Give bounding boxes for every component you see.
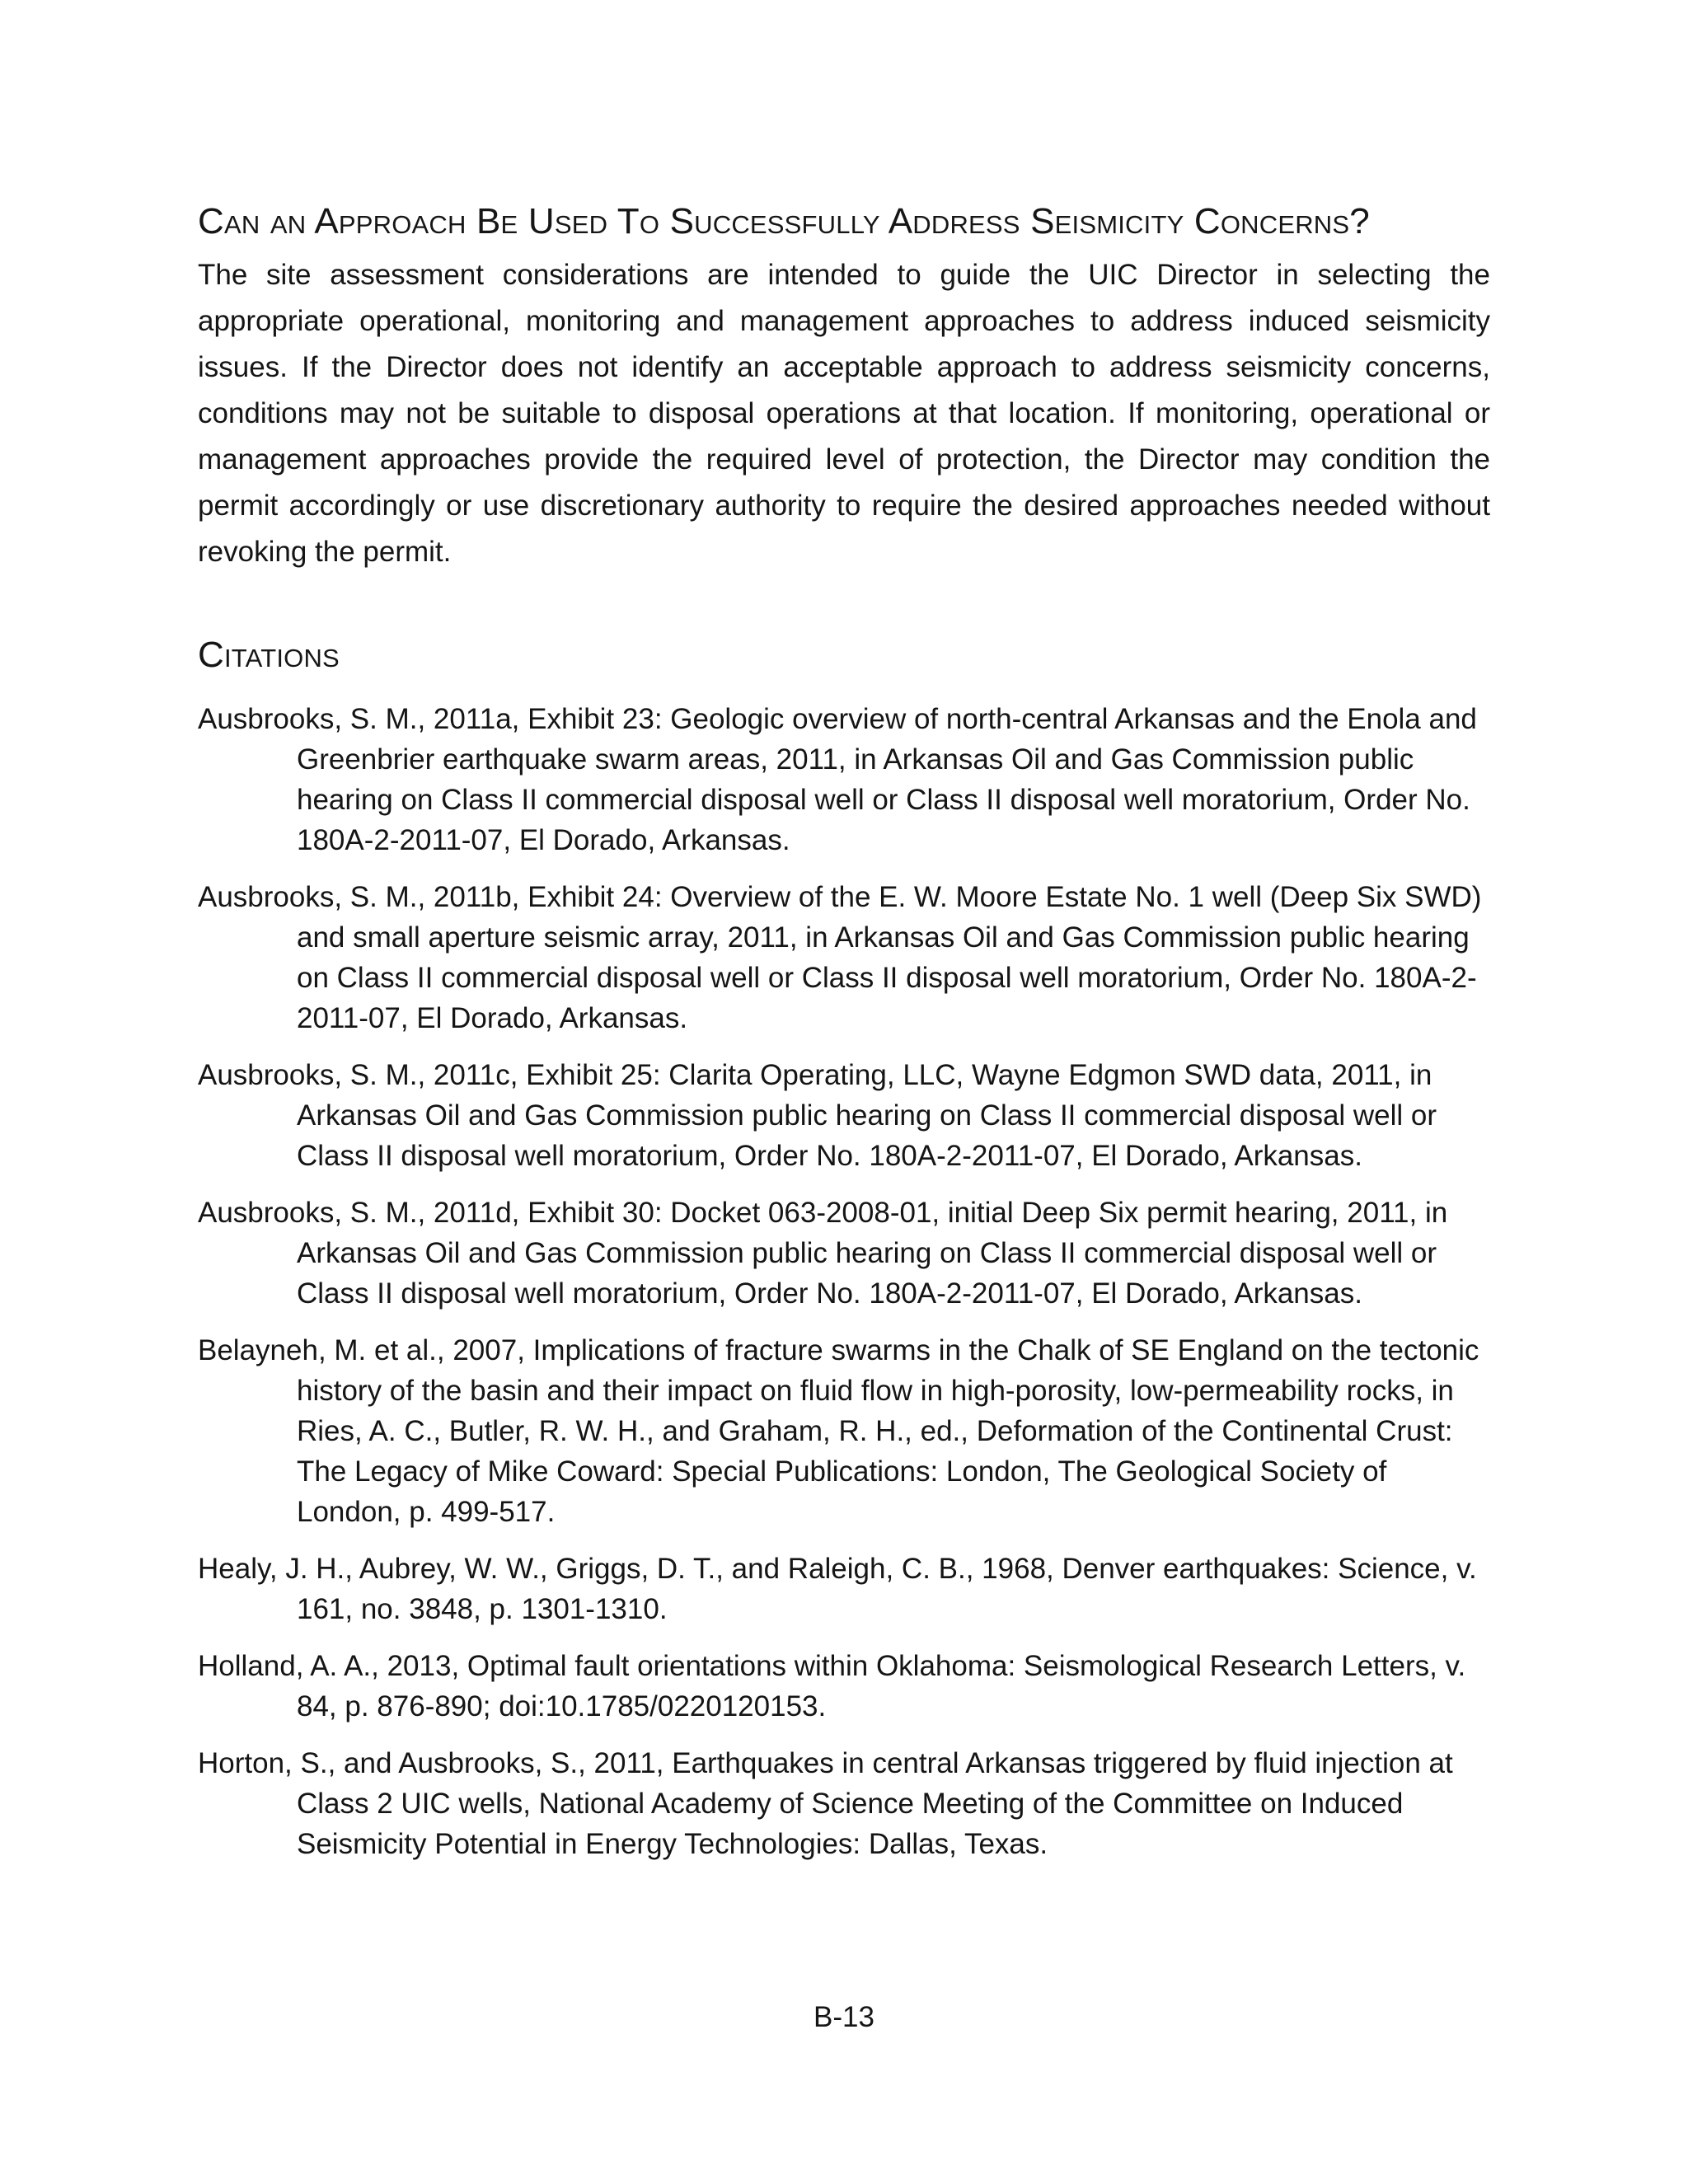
citation-item: Belayneh, M. et al., 2007, Implications of fracture swarms in the Chalk of SE England on the tectonic history of the basin and their impact on fluid flow in high-porosity, low-permeability rocks, in Ries, A. C., Butler, R. W. H., and Graham, R. H., ed., Deformation of the Continental Crust: The Legacy of Mike Coward: Special Publications: London, The Geological Society of London, p. 499-517. — [198, 1334, 1479, 1528]
citation-item: Ausbrooks, S. M., 2011c, Exhibit 25: Clarita Operating, LLC, Wayne Edgmon SWD data, 2011, in Arkansas Oil and Gas Commission public hearing on Class II commercial disposal well or Class II disposal well moratorium, Order No. 180A-2-2011-07, El Dorado, Arkansas. — [198, 1059, 1437, 1172]
citation-item: Horton, S., and Ausbrooks, S., 2011, Earthquakes in central Arkansas triggered by fluid injection at Class 2 UIC wells, National Academy of Science Meeting of the Committee on Induced Seismicity Potential in Energy Technologies: Dallas, Texas. — [198, 1747, 1453, 1860]
page-number: B-13 — [814, 2001, 874, 2033]
approach-paragraph: The site assessment considerations are intended to guide the UIC Director in selecting the appropriate operational, monitoring and management approaches to address induced seismicity issues. If the Director does not identify an acceptable approach to address seismicity concerns, conditions may not be suitable to disposal operations at that location. If monitoring, operational or management approaches provide the required level of protection, the Director may condition the permit accordingly or use discretionary authority to require the desired approaches needed without revoking the permit. — [198, 259, 1490, 568]
page-content — [198, 196, 1490, 1881]
citation-item: Ausbrooks, S. M., 2011d, Exhibit 30: Docket 063-2008-01, initial Deep Six permit hearing, 2011, in Arkansas Oil and Gas Commission public hearing on Class II commercial disposal well or Class II disposal well moratorium, Order No. 180A-2-2011-07, El Dorado, Arkansas. — [198, 1197, 1448, 1310]
citation-item: Holland, A. A., 2013, Optimal fault orientations within Oklahoma: Seismological Research Letters, v. 84, p. 876-890; doi:10.1785/0220120153. — [198, 1650, 1466, 1722]
section-heading-approach: Can an Approach Be Used To Successfully Address Seismicity Concerns? — [198, 201, 1370, 241]
section-heading-citations: Citations — [198, 635, 340, 675]
citation-item: Ausbrooks, S. M., 2011b, Exhibit 24: Overview of the E. W. Moore Estate No. 1 well (Deep Six SWD) and small aperture seismic array, 2011, in Arkansas Oil and Gas Commission public hearing on Class II commercial disposal well or Class II disposal well moratorium, Order No. 180A-2-2011-07, El Dorado, Arkansas. — [198, 881, 1482, 1034]
citation-item: Healy, J. H., Aubrey, W. W., Griggs, D. T., and Raleigh, C. B., 1968, Denver earthquakes: Science, v. 161, no. 3848, p. 1301-1310. — [198, 1553, 1477, 1625]
citations-list — [198, 699, 1490, 1864]
citation-item: Ausbrooks, S. M., 2011a, Exhibit 23: Geologic overview of north-central Arkansas and the Enola and Greenbrier earthquake swarm areas, 2011, in Arkansas Oil and Gas Commission public hearing on Class II commercial disposal well or Class II disposal well moratorium, Order No. 180A-2-2011-07, El Dorado, Arkansas. — [198, 703, 1477, 856]
